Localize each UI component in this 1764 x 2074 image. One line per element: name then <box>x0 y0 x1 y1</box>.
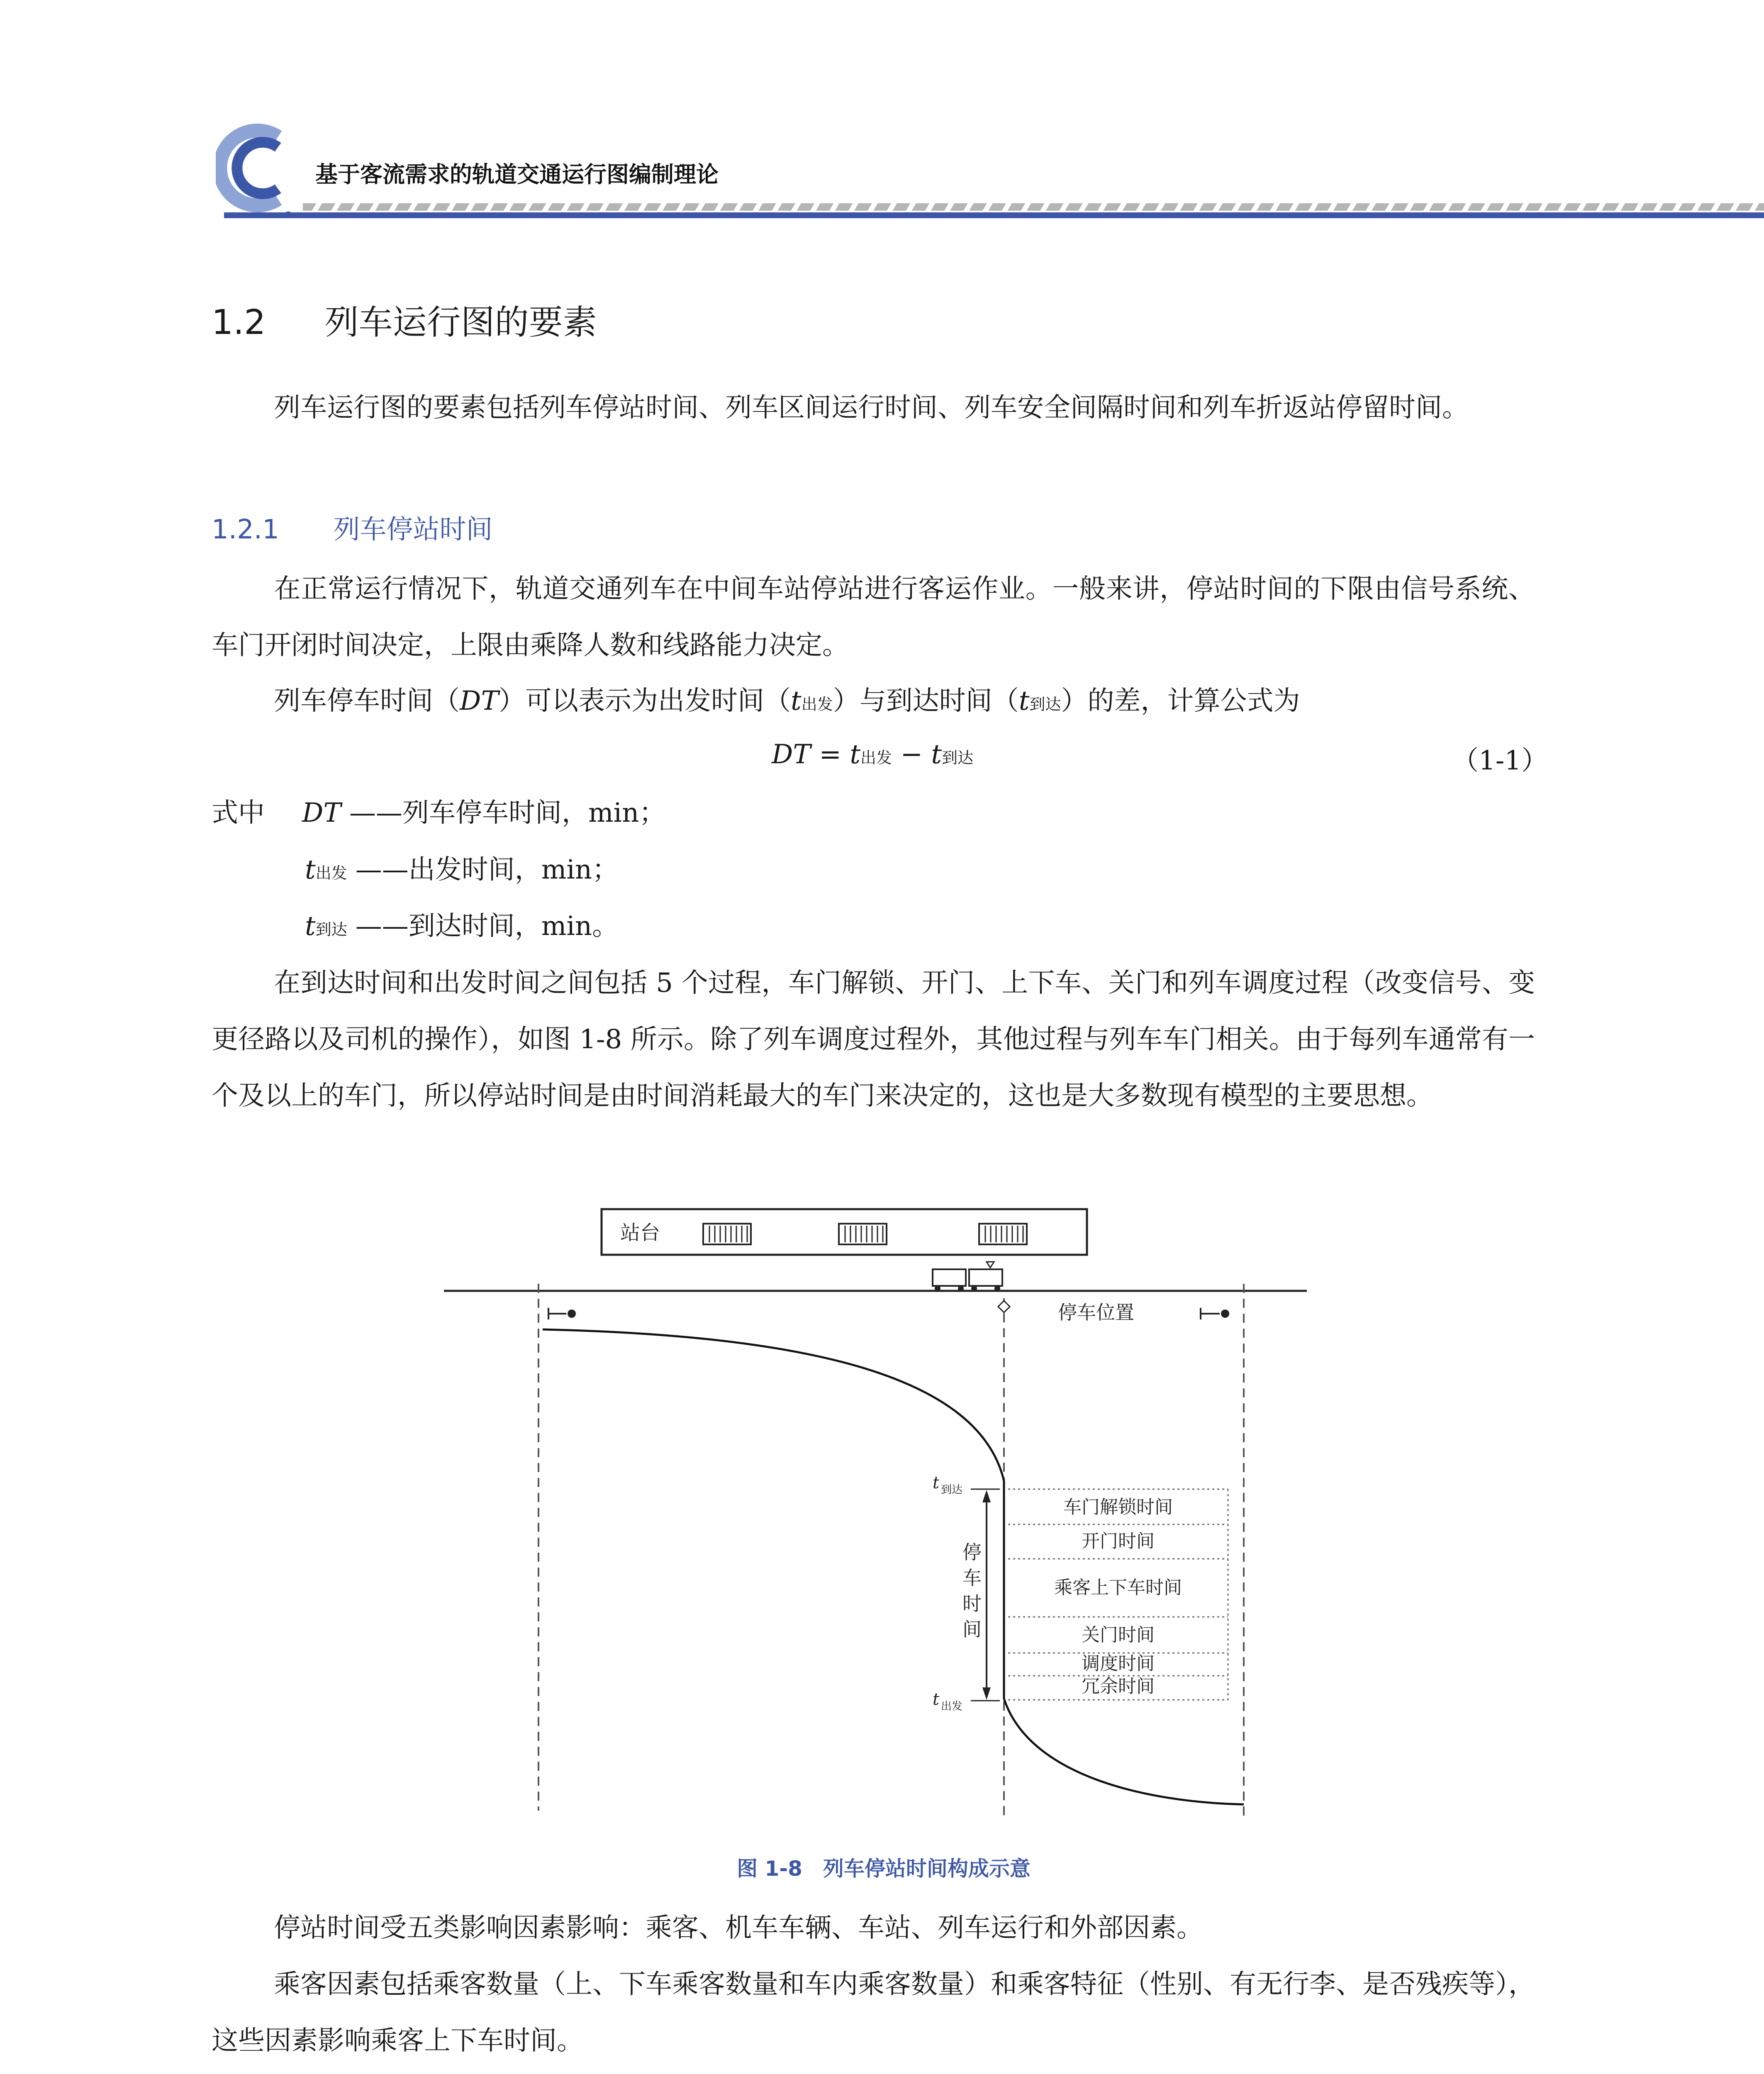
platform-label: 站台 <box>620 1221 660 1244</box>
phase-boarding: 乘客上下车时间 <box>1054 1577 1182 1598</box>
figure-caption: 图 1-8 列车停站时间构成示意 <box>737 1857 1031 1881</box>
paragraph-2: 列车停车时间（DT）可以表示为出发时间（t出发）与到达时间（t到达）的差，计算公式为 <box>274 686 1300 716</box>
paragraph-4: 停站时间受五类影响因素影响：乘客、机车车辆、车站、列车运行和外部因素。 <box>274 1913 1203 1943</box>
dwell-time-arrow <box>982 1490 991 1700</box>
subsection-number: 1.2.1 <box>212 514 279 545</box>
section-title: 列车运行图的要素 <box>324 303 597 342</box>
where-row-dt: 式中 DT ——列车停车时间，min； <box>212 798 666 828</box>
departure-curve <box>1004 1699 1244 1804</box>
stop-position-diamond-icon <box>998 1301 1010 1312</box>
train-icon <box>933 1262 1002 1291</box>
right-signal-icon <box>1201 1308 1229 1319</box>
formula-number: （1-1） <box>1452 745 1548 776</box>
book-title: 基于客流需求的轨道交通运行图编制理论 <box>315 161 719 187</box>
arrival-curve <box>543 1329 1004 1481</box>
platform-door-3-icon <box>979 1224 1027 1244</box>
section-heading <box>212 302 597 343</box>
stop-position-label: 停车位置 <box>1058 1301 1134 1324</box>
svg-text:出发: 出发 <box>941 1700 963 1713</box>
svg-text:到达: 到达 <box>941 1484 963 1496</box>
svg-text:t: t <box>933 1690 940 1709</box>
dwell-label-char-2: 车 <box>962 1567 982 1589</box>
subsection-title: 列车停站时间 <box>333 514 493 545</box>
dwell-label-char-3: 时 <box>962 1592 982 1615</box>
paragraph-6 <box>212 2069 1535 2074</box>
intro-paragraph: 列车运行图的要素包括列车停站时间、列车区间运行时间、列车安全间隔时间和列车折返站停留时间。 <box>274 392 1469 423</box>
subsection-heading <box>212 508 493 546</box>
phase-door-unlock: 车门解锁时间 <box>1063 1497 1173 1518</box>
header-stripe <box>303 203 1764 211</box>
header-logo-icon <box>216 118 299 218</box>
paragraph-3: 在到达时间和出发时间之间包括 5 个过程，车门解锁、开门、上下车、关门和列车调度过程（改变信号、变更径路以及司机的操作），如图 1-8 所示。除了列车调度过程外，其他过程与列车车门相关。由于每列车通常有一个及以上的车门，所以停站时间是由时间消耗最大的车门来决定的，这也是大多数现有模型的主要思想。 <box>212 968 1535 1111</box>
where-row-dep: t出发 ——出发时间，min； <box>305 854 619 885</box>
phase-door-close: 关门时间 <box>1082 1624 1155 1646</box>
header-rule <box>224 212 1764 218</box>
formula-1-1: DT = t出发 − t到达 <box>772 739 974 770</box>
dwell-label-char-1: 停 <box>962 1541 982 1563</box>
phase-redundant: 冗余时间 <box>1082 1676 1155 1697</box>
t-arrival-label <box>933 1473 962 1496</box>
t-departure-label <box>933 1690 962 1713</box>
platform-door-2-icon <box>839 1224 887 1244</box>
section-number: 1.2 <box>212 303 266 342</box>
phase-dispatch: 调度时间 <box>1082 1653 1155 1674</box>
figure-dwell-time-diagram <box>440 1203 1311 1825</box>
phase-door-open: 开门时间 <box>1082 1531 1155 1552</box>
left-signal-icon <box>548 1308 576 1319</box>
paragraph-1: 在正常运行情况下，轨道交通列车在中间车站停站进行客运作业。一般来讲，停站时间的下限由信号系统、车门开闭时间决定，上限由乘降人数和线路能力决定。 <box>212 574 1535 661</box>
where-row-arr: t到达 ——到达时间，min。 <box>305 911 619 942</box>
dwell-label-char-4: 间 <box>962 1618 982 1641</box>
platform-door-1-icon <box>703 1224 751 1244</box>
svg-text:t: t <box>933 1473 940 1492</box>
paragraph-5: 乘客因素包括乘客数量（上、下车乘客数量和车内乘客数量）和乘客特征（性别、有无行李、是否残疾等），这些因素影响乘客上下车时间。 <box>212 1969 1535 2056</box>
